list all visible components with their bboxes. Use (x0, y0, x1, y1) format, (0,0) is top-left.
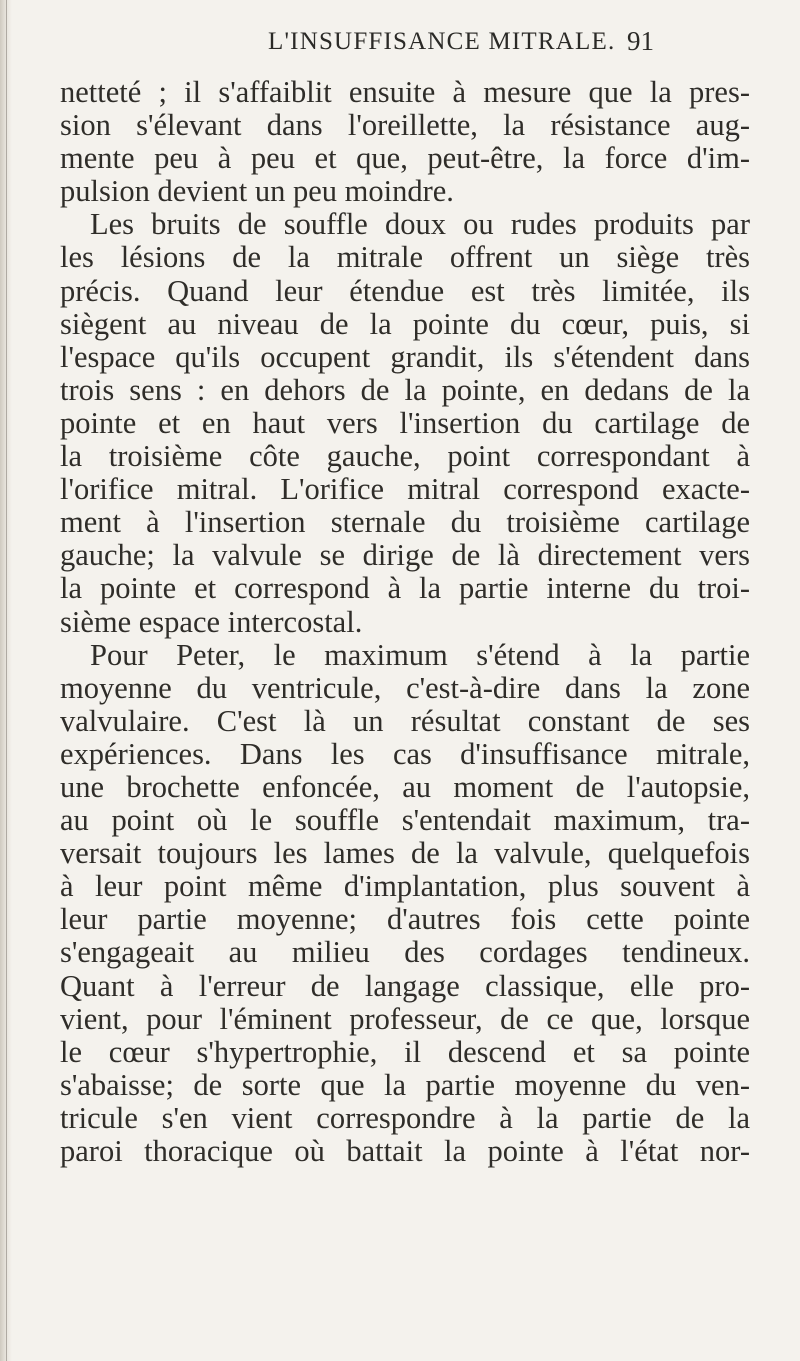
text-line: netteté ; il s'affaiblit ensuite à mesure que la pres- (60, 76, 750, 109)
text-line: précis. Quand leur étendue est très limitée, ils (60, 274, 750, 308)
text-line: le cœur s'hypertrophie, il descend et sa pointe (60, 1035, 750, 1069)
text-line: l'espace qu'ils occupent grandit, ils s'étendent dans (60, 340, 750, 374)
running-title: L'INSUFFISANCE MITRALE. (268, 28, 616, 55)
text-line: ment à l'insertion sternale du troisième cartilage (60, 506, 750, 540)
text-line: sième espace intercostal. (60, 605, 363, 639)
text-line: gauche; la valvule se dirige de là directement vers (60, 539, 750, 573)
text-line: paroi thoracique où battait la pointe à l'état nor- (60, 1135, 750, 1168)
text-line: leur partie moyenne; d'autres fois cette pointe (60, 903, 750, 937)
text-line: la pointe et correspond à la partie interne du troi- (60, 572, 750, 606)
text-line: s'abaisse; de sorte que la partie moyenne du ven- (60, 1068, 750, 1102)
text-line: versait toujours les lames de la valvule, quelquefois (60, 837, 750, 871)
text-line: mente peu à peu et que, peut-être, la force d'im- (60, 142, 750, 176)
body-text (60, 76, 750, 1168)
text-line: valvulaire. C'est là un résultat constant de ses (60, 704, 750, 738)
text-line: Les bruits de souffle doux ou rudes produits par (90, 208, 750, 242)
text-line: Quant à l'erreur de langage classique, elle pro- (60, 969, 750, 1003)
page-number: 91 (627, 26, 654, 56)
text-line: siègent au niveau de la pointe du cœur, puis, si (60, 307, 750, 341)
text-line: trois sens : en dehors de la pointe, en dedans de la (60, 373, 750, 407)
text-line: une brochette enfoncée, au moment de l'autopsie, (60, 770, 750, 804)
text-line: la troisième côte gauche, point correspondant à (60, 440, 750, 474)
page-edge-line (6, 0, 7, 1361)
text-line: moyenne du ventricule, c'est-à-dire dans la zone (60, 671, 750, 705)
text-line: pulsion devient un peu moindre. (60, 175, 454, 209)
text-line: à leur point même d'implantation, plus souvent à (60, 870, 750, 904)
text-line: au point où le souffle s'entendait maximum, tra- (60, 804, 750, 838)
text-line: s'engageait au milieu des cordages tendineux. (60, 936, 750, 970)
text-line: tricule s'en vient correspondre à la partie de la (60, 1101, 750, 1135)
text-line: l'orifice mitral. L'orifice mitral correspond exacte- (60, 473, 750, 507)
text-line: les lésions de la mitrale offrent un siège très (60, 241, 750, 275)
page-header (0, 18, 800, 62)
text-line: expériences. Dans les cas d'insuffisance mitrale, (60, 737, 750, 771)
text-line: pointe et en haut vers l'insertion du cartilage de (60, 406, 750, 440)
text-line: vient, pour l'éminent professeur, de ce que, lorsque (60, 1002, 750, 1036)
text-line: sion s'élevant dans l'oreillette, la résistance aug- (60, 109, 750, 143)
text-line: Pour Peter, le maximum s'étend à la partie (90, 638, 750, 672)
